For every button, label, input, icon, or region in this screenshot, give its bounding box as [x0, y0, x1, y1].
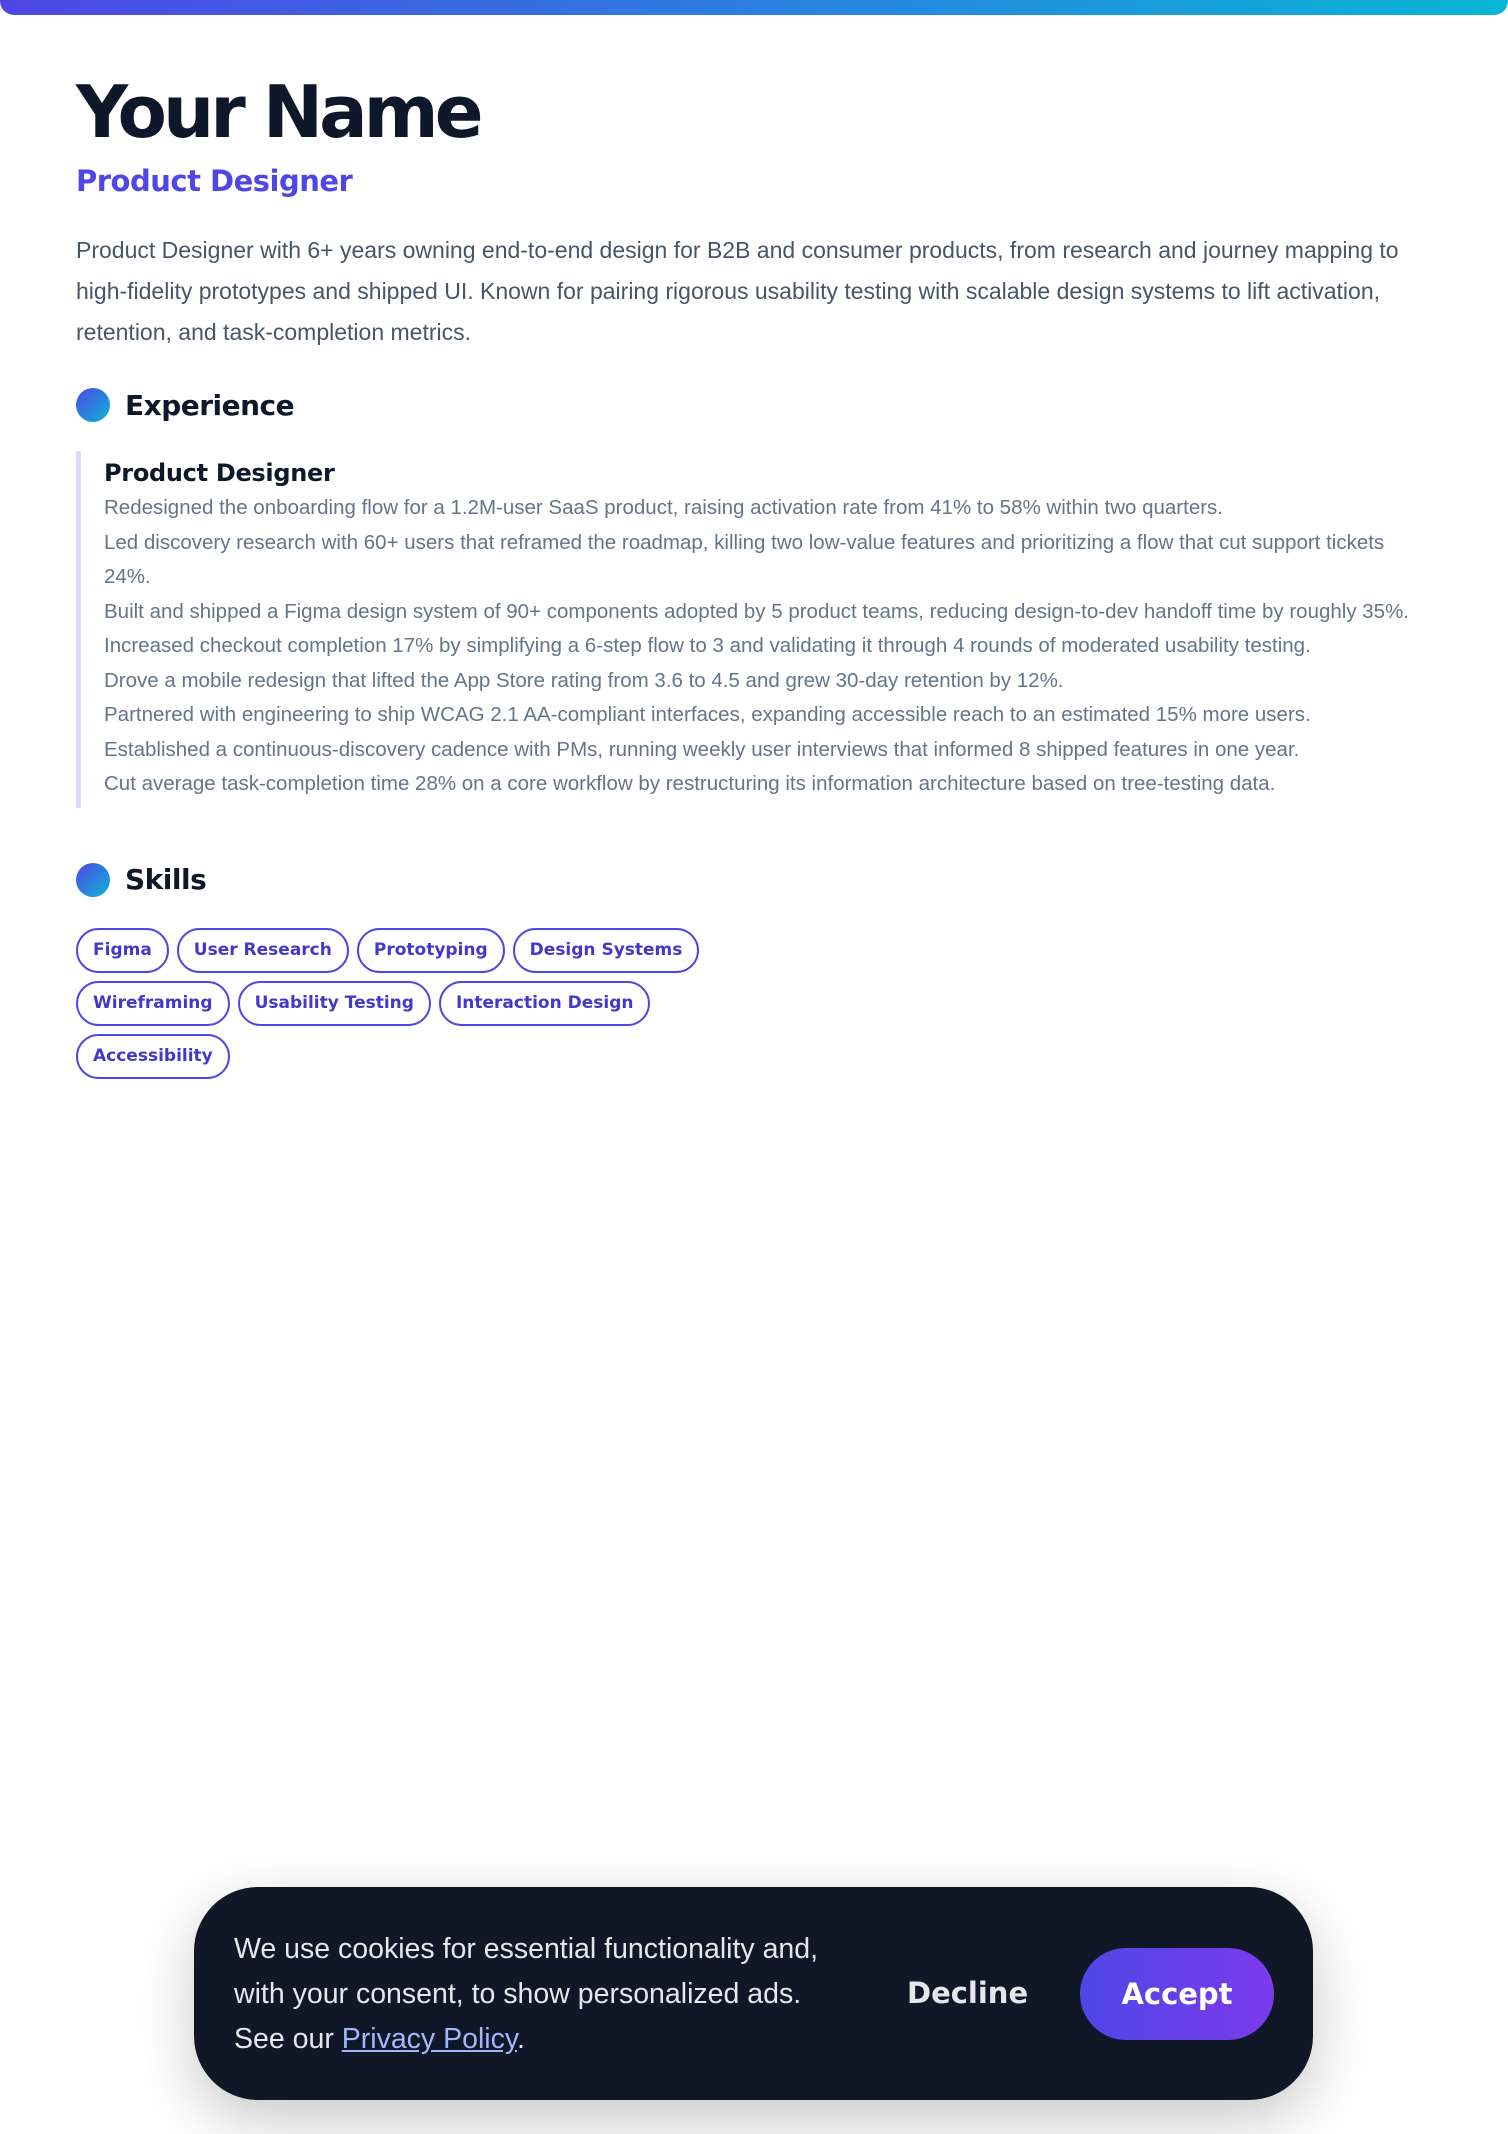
job-bullet: Partnered with engineering to ship WCAG 2.1 AA-compliant interfaces, expanding accessible reach to an estimated 15% more users.	[104, 703, 1311, 726]
skill-chip: Interaction Design	[439, 981, 651, 1026]
resume-content	[76, 70, 1432, 1079]
candidate-name: Your Name	[76, 70, 480, 154]
cookie-message	[234, 1927, 854, 2062]
cookie-consent-banner	[194, 1887, 1313, 2100]
accent-bar	[0, 0, 1508, 15]
cookie-message-end: .	[517, 2023, 525, 2055]
skill-chip: Design Systems	[513, 928, 700, 973]
skill-chip: User Research	[177, 928, 349, 973]
job-bullet: Built and shipped a Figma design system of 90+ components adopted by 5 product teams, reducing design-to-dev handoff time by roughly 35%.	[104, 599, 1410, 623]
skills-list	[76, 928, 716, 1079]
job-bullets	[104, 491, 1432, 802]
job-bullet: Established a continuous-discovery cadence with PMs, running weekly user interviews that informed 8 shipped features in one year.	[104, 737, 1300, 761]
skills-heading: Skills	[125, 863, 207, 896]
skill-chip: Wireframing	[76, 981, 230, 1026]
skill-chip: Figma	[76, 928, 169, 973]
section-bullet-icon	[76, 388, 110, 422]
job-bullet: Drove a mobile redesign that lifted the App Store rating from 3.6 to 4.5 and grew 30-day retention by 12%.	[104, 668, 1064, 692]
job-title: Product Designer	[104, 459, 335, 487]
skill-chip: Prototyping	[357, 928, 505, 973]
accept-button[interactable]: Accept	[1080, 1948, 1274, 2040]
candidate-role: Product Designer	[76, 164, 353, 198]
job-entry	[76, 451, 1432, 808]
skill-chip: Accessibility	[76, 1034, 230, 1079]
job-bullet: Cut average task-completion time 28% on a core workflow by restructuring its information architecture based on tree-testing data.	[104, 772, 1276, 795]
section-bullet-icon	[76, 863, 110, 897]
job-bullet: Redesigned the onboarding flow for a 1.2M-user SaaS product, raising activation rate from 41% to 58% within two quarters.	[104, 496, 1223, 519]
privacy-policy-link[interactable]: Privacy Policy	[341, 2023, 518, 2055]
cookie-message-text: We use cookies for essential functionality and, with your consent, to show personalized ads. See our	[234, 1933, 819, 2055]
skill-chip: Usability Testing	[238, 981, 431, 1026]
job-bullet: Increased checkout completion 17% by simplifying a 6-step flow to 3 and validating it through 4 rounds of moderated usability testing.	[104, 634, 1311, 657]
experience-section-header	[76, 383, 1432, 427]
profile-summary: Product Designer with 6+ years owning end-to-end design for B2B and consumer products, from research and journey mapping to high-fidelity prototypes and shipped UI. Known for pairing rigorous usability testing with scalable design systems to lift activation, retention, and task-completion metrics.	[76, 237, 1399, 345]
decline-button[interactable]: Decline	[889, 1951, 1046, 2035]
job-bullet: Led discovery research with 60+ users that reframed the roadmap, killing two low-value features and prioritizing a flow that cut support tickets 24%.	[104, 530, 1385, 588]
experience-heading: Experience	[125, 388, 295, 422]
skills-section-header	[76, 858, 1432, 902]
